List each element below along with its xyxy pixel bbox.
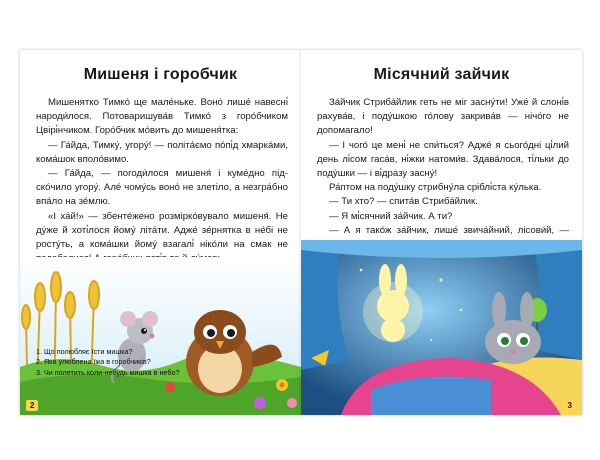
left-page-title: Мишеня і горобчик [83,66,238,83]
paragraph: — Га́йда, — погоди́лося мишеня́ і куме́дно підско́чило угору́. Але́ чому́сь воно́ не злетіло, а незгра́бно впа́ло на зе́млю. [36,168,288,208]
paragraph: Мишенятко Тимко́ ще мале́ньке. Воно́ лише́ навесні́ народи́лося. Потоваришува́в Тимко́ з горо́бчиком Цвірі́нчиком. Горо́бчик мо́вить до мишеня́тка: [36,97,288,137]
question-item: 1. Що полюбляє їсти мишка? [36,347,133,356]
right-page-text [317,96,569,252]
page-number: 3 [564,400,576,411]
right-page-title: Місячний зайчик [373,66,510,83]
page-number: 2 [26,400,38,411]
paragraph: — Га́йда, Тимку́, угору́! — політа́ємо по́пі́д хмарка́ми, кома́шок вполо́вимо. [36,139,288,165]
paragraph: — Ти хто? — спита́в Стриба́йлик. [329,196,478,208]
questions-list [36,347,179,378]
paragraph: — А я тако́ж за́йчик, лише́ звича́йний, лісови́й, — [329,224,569,236]
paragraph: За́йчик Стриба́йлик геть не міг засну́ти! Уже́ й слоні́в рахува́в, і поду́шкою го́лову закрива́в — нічо́го не допомагало! [317,97,569,137]
mouse-and-sparrow-illustration [20,257,301,415]
question-item: 2. Яка улюблена їжа в горобчиків? [36,357,151,367]
right-page [301,50,582,415]
moon-bunny-illustration [301,240,582,415]
paragraph: — І чого́ це мені́ не спи́ться? Адже́ я сього́дні ці́лий день лі́сом гаса́в, ні́жки натоми́в. Здава́лося, ті́льки до поду́шки — і ві́дразу засну́! [317,139,569,180]
paragraph: Ра́птом на поду́шку стрибну́ла сріблі́ста ку́лька. [329,182,542,194]
question-item: 3. Чи полетить коли-небудь мишка в небо? [36,367,180,377]
paragraph: — Я мі́сячний за́йчик. А ти? [329,210,453,222]
left-page [20,50,301,415]
paragraph: «І ха́й!» — збенте́жено розмірко́вувало мишеня́. Не ду́же й хоті́лося йому́ літа́ти. Адже́ зе́рнятка в не́бі не росту́ть, а кома́шки йому́ взагалі́ ніко́ли на смак не [36,210,288,251]
book-spread [20,50,582,415]
